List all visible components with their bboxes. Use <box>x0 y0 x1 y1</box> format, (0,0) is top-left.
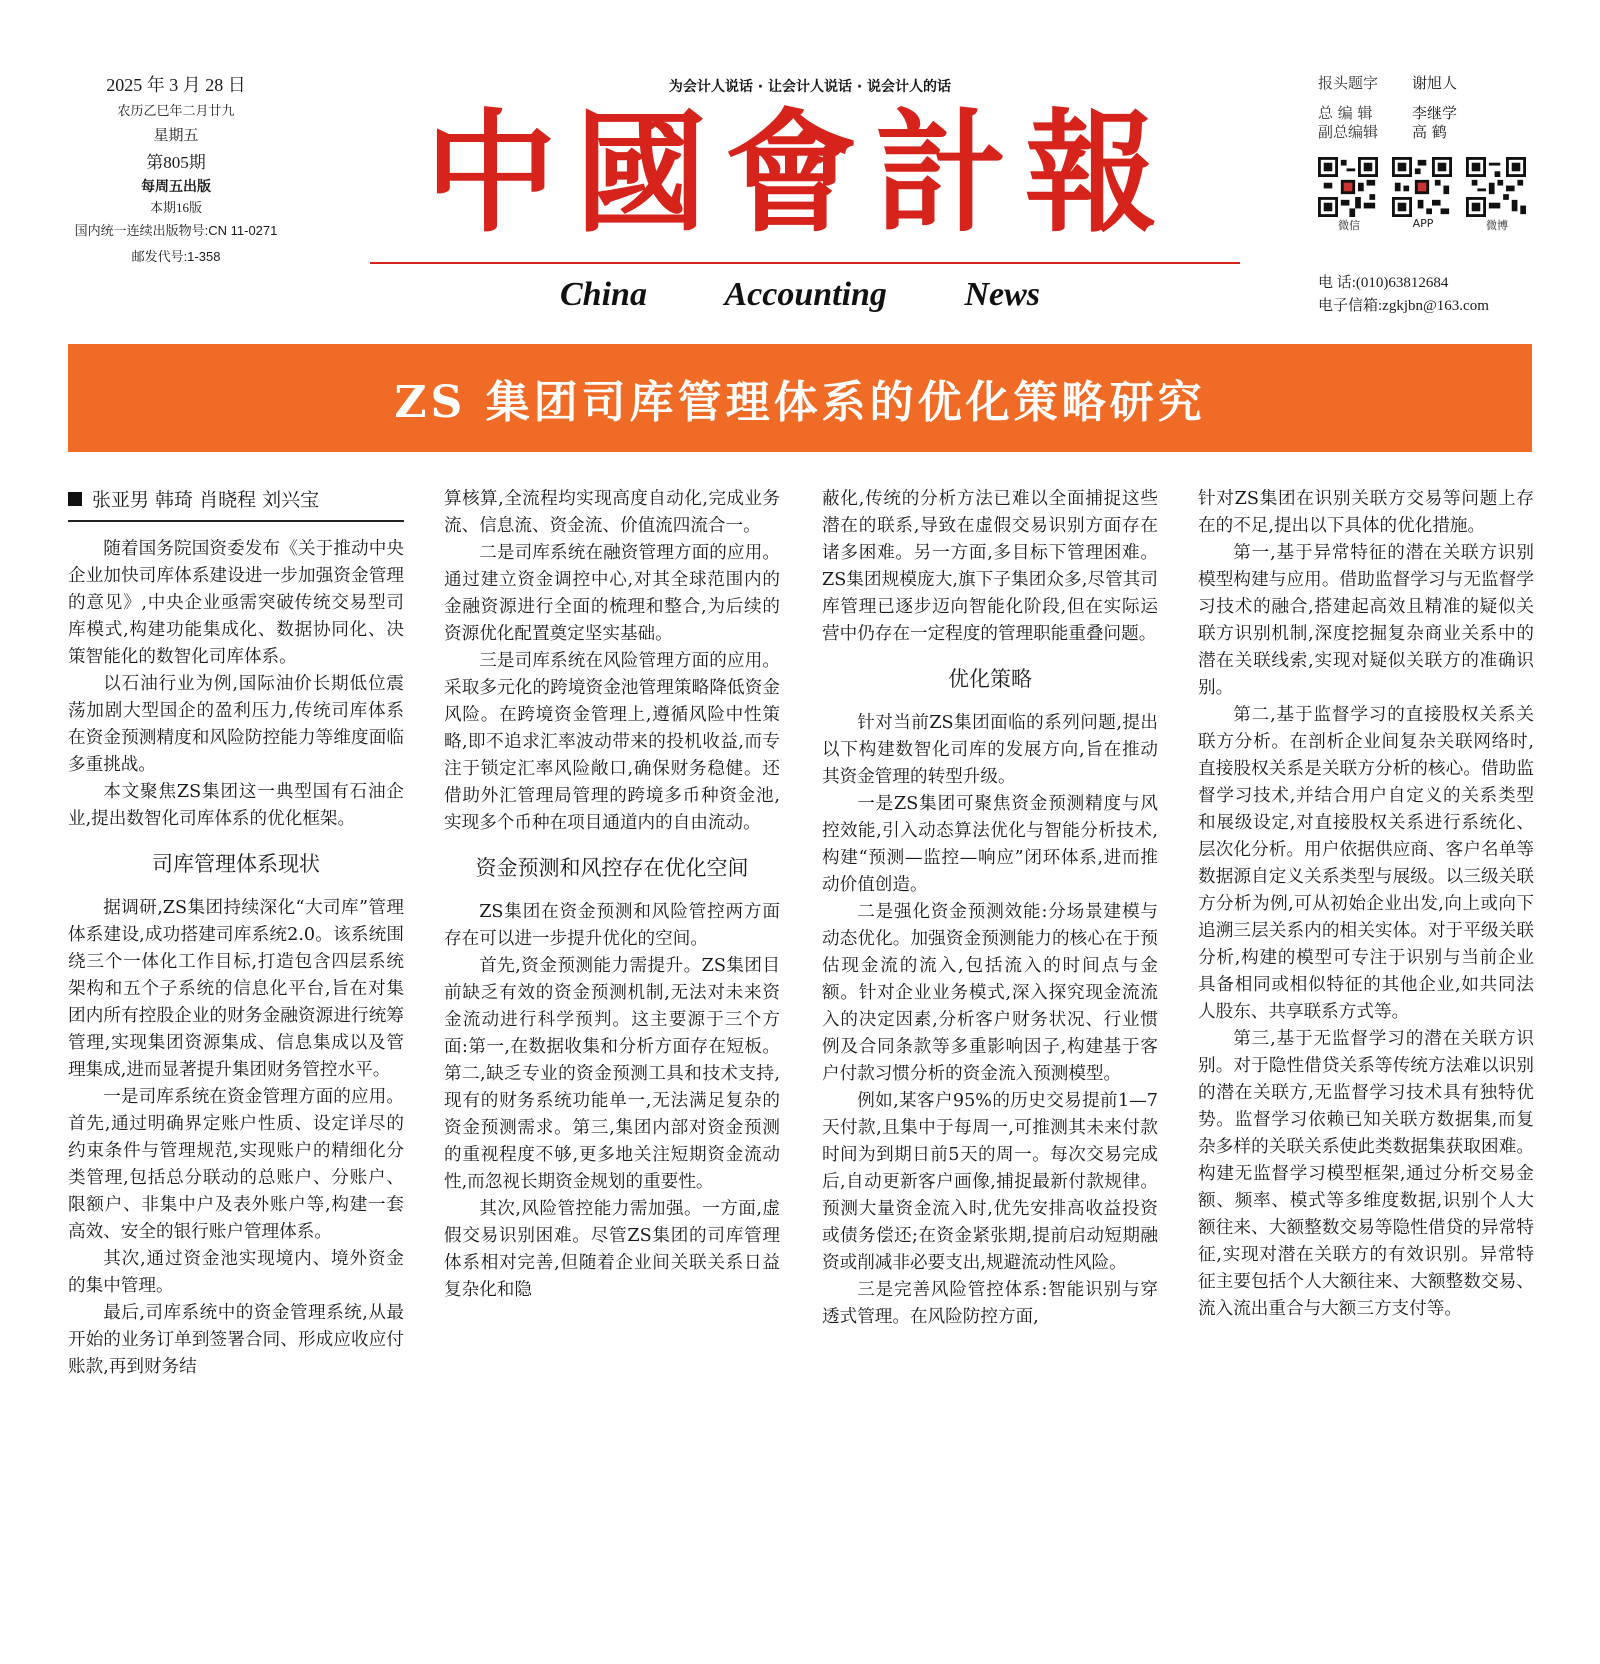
paragraph: 其次,通过资金池实现境内、境外资金的集中管理。 <box>68 1249 404 1296</box>
paragraph: 二是强化资金预测效能:分场景建模与动态优化。加强资金预测能力的核心在于预估现金流的流入,包括流入的时间点与金额。针对企业业务模式,深入探究现金流流入的决定因素,分析客户财务状况、行业惯例及合同条款等多重影响因子,构建基于客户付款习惯分析的资金流入预测模型。 <box>822 902 1158 1084</box>
page-count: 本期16版 <box>149 200 202 216</box>
paragraph: 三是完善风险管控体系:智能识别与穿透式管理。在风险防控方面, <box>822 1280 1158 1327</box>
qr-codes <box>1318 157 1548 233</box>
title-en-word: China <box>560 276 647 313</box>
issue-info <box>60 74 292 265</box>
lunar-date: 农历乙巳年二月廿九 <box>117 102 235 118</box>
qr-label: APP <box>1412 216 1434 230</box>
calligraphy-credit <box>1318 74 1548 94</box>
qr-label: 微信 <box>1338 218 1360 232</box>
paragraph: 最后,司库系统中的资金管理系统,从最开始的业务订单到签署合同、形成应收应付账款,再到财务结 <box>68 1303 404 1377</box>
title-en-word: Accounting <box>724 276 887 313</box>
deputy-editor-name: 高 鹤 <box>1412 123 1447 141</box>
article-title: ZS 集团司库管理体系的优化策略研究 <box>394 377 1206 428</box>
chief-editor-name: 李继学 <box>1412 103 1458 122</box>
deputy-editor-row <box>1318 123 1548 143</box>
qr-wechat[interactable] <box>1318 157 1380 233</box>
editorial-info <box>1318 74 1548 233</box>
paragraph: ZS集团在资金预测和风险管控两方面存在可以进一步提升优化的空间。 <box>444 902 780 949</box>
paragraph: 第二,基于监督学习的直接股权关系关联方分析。在剖析企业间复杂关联网络时,直接股权关系是关联方分析的核心。借助监督学习技术,并结合用户自定义的关系类型和展级设定,对直接股权关系进行系统化、层次化分析。用户依据供应商、客户名单等数据源自定义关系类型与展级。以三级关联方分析为例,可从初始企业出发,向上或向下追溯三层关系内的相关实体。对于平级关联分析,构建的模型可专注于识别与当前企业具备相同或相似特征的其他企业,如共同法人股东、共享联系方式等。 <box>1198 705 1534 1022</box>
postal-code: 邮发代号:1-358 <box>131 248 221 264</box>
qr-code-icon <box>1466 157 1526 217</box>
contact-info <box>1318 272 1568 319</box>
byline <box>68 486 404 522</box>
paragraph: 针对当前ZS集团面临的系列问题,提出以下构建数智化司库的发展方向,旨在推动其资金管理的转型升级。 <box>822 713 1158 787</box>
calligraphy-name: 谢旭人 <box>1412 74 1458 92</box>
paragraph: 据调研,ZS集团持续深化“大司库”管理体系建设,成功搭建司库系统2.0。该系统围绕三个一体化工作目标,打造包含四层系统架构和五个子系统的信息化平台,旨在对集团内所有控股企业的财务金融资源进行统筹管理,实现集团资源集成、信息集成以及管理集成,进而显著提升集团财务管控水平。 <box>68 898 404 1080</box>
cn-serial-number: 国内统一连续出版物号:CN 11-0271 <box>74 222 278 238</box>
title-divider <box>370 262 1240 264</box>
paragraph: 三是司库系统在风险管理方面的应用。采取多元化的跨境资金池管理策略降低资金风险。在跨境资金管理上,遵循风险中性策略,即不追求汇率波动带来的投机收益,而专注于锁定汇率风险敞口,确保财务稳健。还借助外汇管理局管理的跨境多币种资金池,实现多个币种在项目通道内的自由流动。 <box>444 651 780 833</box>
newspaper-title: 中國會計報 <box>425 96 1175 251</box>
paragraph: 蔽化,传统的分析方法已难以全面捕捉这些潜在的联系,导致在虚假交易识别方面存在诸多困难。另一方面,多目标下管理困难。ZS集团规模庞大,旗下子集团众多,尽管其司库管理已逐步迈向智能化阶段,但在实际运营中仍存在一定程度的管理职能重叠问题。 <box>822 489 1158 644</box>
paragraph: 例如,某客户95%的历史交易提前1—7天付款,且集中于每周一,可推测其未来付款时间为到期日前5天的周一。每次交易完成后,自动更新客户画像,捕捉最新付款规律。预测大量资金流入时,优先安排高收益投资或债务偿还;在资金紧张期,提前启动短期融资或削减非必要支出,规避流动性风险。 <box>822 1091 1158 1273</box>
paragraph: 一是司库系统在资金管理方面的应用。首先,通过明确界定账户性质、设定详尽的约束条件与管理规范,实现账户的精细化分类管理,包括总分联动的总账户、分账户、限额户、非集中户及表外账户等,构建一套高效、安全的银行账户管理体系。 <box>68 1087 404 1242</box>
paragraph: 首先,资金预测能力需提升。ZS集团目前缺乏有效的资金预测机制,无法对未来资金流动进行科学预判。这主要源于三个方面:第一,在数据收集和分析方面存在短板。第二,缺乏专业的资金预测工具和技术支持,现有的财务系统功能单一,无法满足复杂的资金预测需求。第三,集团内部对资金预测的重视程度不够,更多地关注短期资金流动性,而忽视长期资金规划的重要性。 <box>444 956 780 1192</box>
paragraph: 以石油行业为例,国际油价长期低位震荡加剧大型国企的盈利压力,传统司库体系在资金预测精度和风险防控能力等维度面临多重挑战。 <box>68 674 404 775</box>
article-column-4 <box>1198 486 1534 1323</box>
qr-label: 微博 <box>1486 218 1508 232</box>
paragraph: 针对ZS集团在识别关联方交易等问题上存在的不足,提出以下具体的优化措施。 <box>1198 489 1534 536</box>
paragraph: 二是司库系统在融资管理方面的应用。通过建立资金调控中心,对其全球范围内的金融资源进行全面的梳理和整合,为后续的资源优化配置奠定坚实基础。 <box>444 543 780 644</box>
square-bullet-icon <box>68 492 82 506</box>
issue-number: 第805期 <box>146 152 206 172</box>
chief-editor-label: 总 编 辑 <box>1318 103 1373 122</box>
weekday: 星期五 <box>153 127 199 144</box>
article-column-2 <box>444 486 780 1304</box>
section-heading: 资金预测和风控存在优化空间 <box>475 856 749 880</box>
paragraph: 本文聚焦ZS集团这一典型国有石油企业,提出数智化司库体系的优化框架。 <box>68 782 404 829</box>
slogan: 为会计人说话 · 让会计人说话 · 说会计人的话 <box>668 79 952 95</box>
article-column-3 <box>822 486 1158 1331</box>
paragraph: 第一,基于异常特征的潜在关联方识别模型构建与应用。借助监督学习与无监督学习技术的融合,搭建起高效且精准的疑似关联方识别机制,深度挖掘复杂商业关系中的潜在关联线索,实现对疑似关联方的准确识别。 <box>1198 543 1534 698</box>
phone: 电 话:(010)63812684 <box>1318 275 1449 291</box>
chief-editor-row <box>1318 104 1548 124</box>
deputy-editor-label: 副总编辑 <box>1318 123 1379 141</box>
issue-date: 2025 年 3 月 28 日 <box>106 75 246 95</box>
title-en-word: News <box>964 276 1040 313</box>
newspaper-title-english <box>560 276 1040 314</box>
section-heading: 优化策略 <box>948 667 1032 691</box>
publish-frequency: 每周五出版 <box>141 179 211 195</box>
qr-app[interactable] <box>1392 157 1454 233</box>
qr-code-icon <box>1392 157 1452 217</box>
qr-weibo[interactable] <box>1466 157 1528 233</box>
paragraph: 随着国务院国资委发布《关于推动中央企业加快司库体系建设进一步加强资金管理的意见》,中央企业亟需突破传统交易型司库模式,构建功能集成化、数据协同化、决策智能化的数智化司库体系。 <box>68 539 404 667</box>
article-title-banner <box>68 344 1532 452</box>
calligraphy-label: 报头题字 <box>1318 74 1379 92</box>
paragraph: 算核算,全流程均实现高度自动化,完成业务流、信息流、资金流、价值流四流合一。 <box>444 489 780 536</box>
paragraph: 其次,风险管控能力需加强。一方面,虚假交易识别困难。尽管ZS集团的司库管理体系相对完善,但随着企业间关联关系日益复杂化和隐 <box>444 1199 780 1300</box>
paragraph: 第三,基于无监督学习的潜在关联方识别。对于隐性借贷关系等传统方法难以识别的潜在关联方,无监督学习技术具有独特优势。监督学习依赖已知关联方数据集,而复杂多样的关联关系使此类数据集获取困难。构建无监督学习模型框架,通过分析交易金额、频率、模式等多维度数据,识别个人大额往来、大额整数交易等隐性借贷的异常特征,实现对潜在关联方的有效识别。异常特征主要包括个人大额往来、大额整数交易、流入流出重合与大额三方支付等。 <box>1198 1029 1534 1319</box>
article-column-1 <box>68 486 404 1381</box>
authors: 张亚男 韩琦 肖晓程 刘兴宝 <box>92 489 320 511</box>
qr-code-icon <box>1318 157 1378 217</box>
email: 电子信箱:zgkjbn@163.com <box>1318 298 1489 315</box>
paragraph: 一是ZS集团可聚焦资金预测精度与风控效能,引入动态算法优化与智能分析技术,构建“预测—监控—响应”闭环体系,进而推动价值创造。 <box>822 794 1158 895</box>
section-heading: 司库管理体系现状 <box>152 852 320 876</box>
